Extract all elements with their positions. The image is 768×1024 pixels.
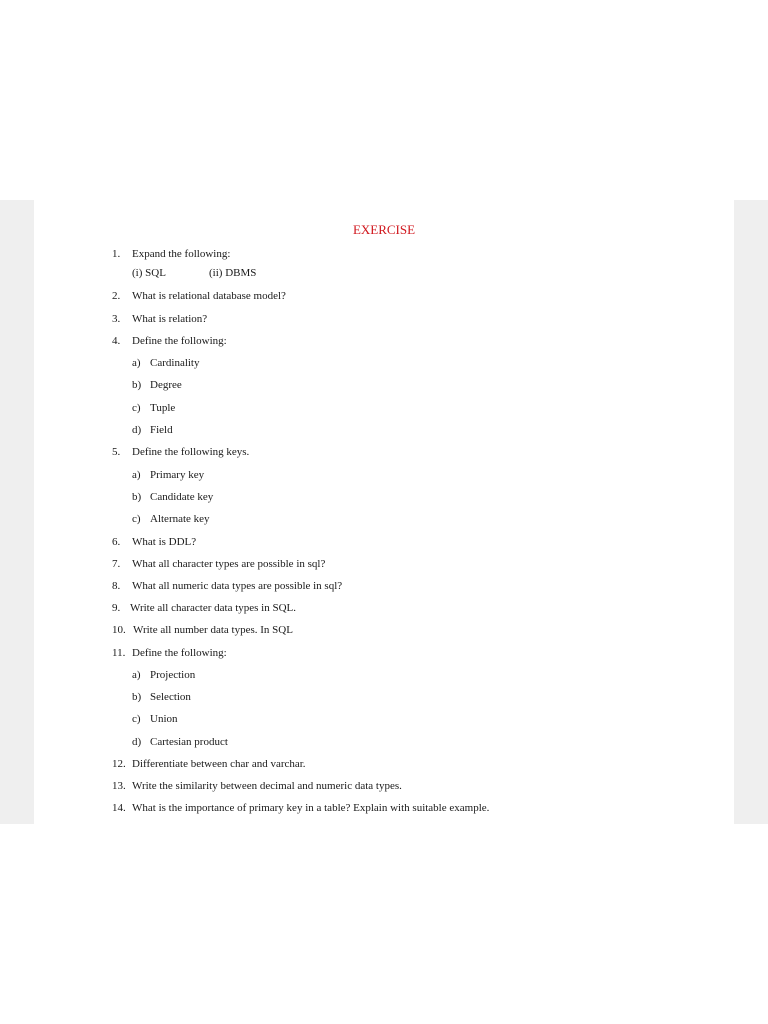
question-text: Differentiate between char and varchar.: [132, 758, 306, 770]
question-text: What is DDL?: [132, 536, 197, 548]
sub-item: [132, 378, 182, 392]
question-number: 1.: [112, 248, 121, 260]
question-1-option-2: (ii) DBMS: [209, 267, 257, 279]
question-text: Write all number data types. In SQL: [133, 624, 293, 636]
sub-item-label: a): [132, 669, 141, 681]
sub-item: [132, 512, 210, 526]
question-3: [112, 312, 207, 326]
sub-item-label: c): [132, 713, 141, 725]
sub-item: [132, 490, 213, 504]
question-8: [112, 579, 342, 593]
sub-item-text: Cartesian product: [150, 736, 228, 748]
sub-item-text: Degree: [150, 379, 182, 391]
sub-item-text: Field: [150, 424, 173, 436]
question-text: What is relational database model?: [132, 290, 286, 302]
sub-item: [132, 712, 178, 726]
question-6: [112, 535, 196, 549]
question-text: Write the similarity between decimal and numeric data types.: [132, 780, 402, 792]
question-12: [112, 757, 306, 771]
question-number: 10.: [112, 624, 126, 636]
question-number: 8.: [112, 580, 121, 592]
question-text: What is the importance of primary key in a table? Explain with suitable example.: [132, 802, 490, 814]
question-text: What all character types are possible in sql?: [132, 558, 326, 570]
question-number: 3.: [112, 313, 121, 325]
sub-item-text: Alternate key: [150, 513, 210, 525]
sub-item: [132, 356, 200, 370]
sub-item-label: b): [132, 491, 142, 503]
question-text: Expand the following:: [132, 248, 231, 260]
sub-item-label: d): [132, 424, 142, 436]
left-margin-band: [0, 200, 34, 824]
question-13: [112, 779, 402, 793]
sub-item-text: Selection: [150, 691, 191, 703]
question-text: What all numeric data types are possible in sql?: [132, 580, 343, 592]
question-7: [112, 557, 325, 571]
question-text: Write all character data types in SQL.: [130, 602, 297, 614]
page-title: EXERCISE: [352, 222, 416, 237]
question-1: [112, 247, 230, 261]
question-number: 5.: [112, 446, 121, 458]
question-number: 9.: [112, 602, 121, 614]
question-1-option-1: (i) SQL: [132, 267, 166, 279]
question-11: [112, 646, 227, 660]
sub-item: [132, 735, 228, 749]
sub-item-label: d): [132, 736, 142, 748]
question-9: [112, 601, 296, 615]
sub-item-text: Cardinality: [150, 357, 200, 369]
sub-item: [132, 668, 195, 682]
question-number: 12.: [112, 758, 126, 770]
sub-item-label: b): [132, 379, 142, 391]
sub-item-label: b): [132, 691, 142, 703]
question-text: Define the following:: [132, 335, 227, 347]
question-number: 4.: [112, 335, 121, 347]
sub-item-text: Union: [150, 713, 178, 725]
sub-item-text: Candidate key: [150, 491, 214, 503]
sub-item-text: Primary key: [150, 469, 205, 481]
question-number: 7.: [112, 558, 121, 570]
sub-item: [132, 468, 204, 482]
sub-item-label: a): [132, 469, 141, 481]
sub-item-text: Tuple: [150, 402, 176, 414]
sub-item: [132, 423, 173, 437]
right-margin-band: [734, 200, 768, 824]
question-number: 6.: [112, 536, 121, 548]
sub-item: [132, 690, 191, 704]
sub-item-label: a): [132, 357, 141, 369]
question-number: 11.: [112, 647, 126, 659]
question-14: [112, 801, 489, 815]
sub-item-label: c): [132, 513, 141, 525]
question-number: 13.: [112, 780, 126, 792]
question-text: What is relation?: [132, 313, 208, 325]
question-number: 2.: [112, 290, 121, 302]
question-4: [112, 334, 227, 348]
sub-item-text: Projection: [150, 669, 196, 681]
question-text: Define the following:: [132, 647, 227, 659]
question-text: Define the following keys.: [132, 446, 250, 458]
question-10: [112, 623, 293, 637]
sub-item-label: c): [132, 402, 141, 414]
question-number: 14.: [112, 802, 126, 814]
exercise-sheet: [34, 200, 734, 824]
question-2: [112, 289, 286, 303]
question-5: [112, 445, 249, 459]
sub-item: [132, 401, 175, 415]
